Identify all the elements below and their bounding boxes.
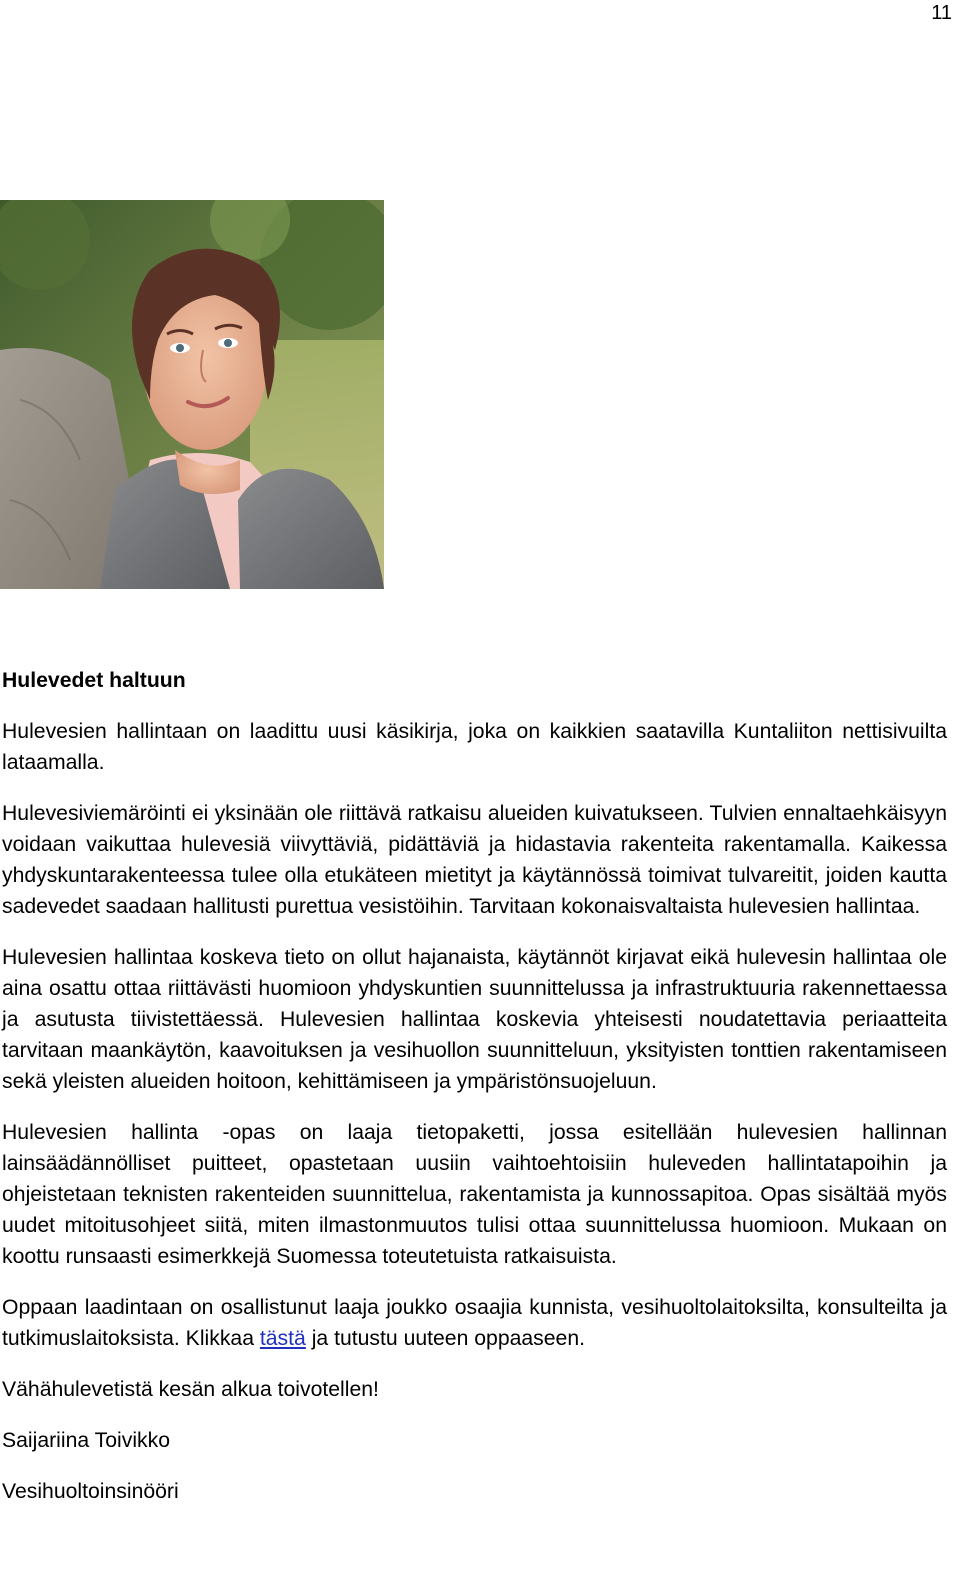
contributors-text-end: ja tutustu uuteen oppaaseen. [305, 1327, 586, 1350]
paragraph-drainage: Hulevesiviemäröinti ei yksinään ole riittävä ratkaisu alueiden kuivatukseen. Tulvien ennaltaehkäisyyn voidaan vaikuttaa hulevesiä viivyttäviä, pidättäviä ja hidastavia rakenteita rakentamalla. Kaikessa yhdyskuntarakenteessa tulee olla etukäteen mietityt ja käytännössä toimivat tulvareitit, joiden kautta sadevedet saadaan hallitusti purettua vesistöihin. Tarvitaan kokonaisvaltaista hulevesien hallintaa. [2, 802, 947, 918]
article-title: Hulevedet haltuun [2, 669, 186, 692]
paragraph-contributors [2, 1292, 947, 1354]
contributors-text: Oppaan laadintaan on osallistunut laaja joukko osaajia kunnista, vesihuoltolaitoksilta, konsulteilta ja tutkimuslaitoksista. Klikkaa [2, 1296, 947, 1350]
article-body [2, 665, 947, 1527]
intro-paragraph: Hulevesien hallintaan on laadittu uusi käsikirja, joka on kaikkien saatavilla Kuntaliiton nettisivuilta lataamalla. [2, 720, 947, 774]
page-number: 11 [931, 2, 952, 24]
paragraph-management-info: Hulevesien hallintaa koskeva tieto on ollut hajanaista, käytännöt kirjavat eikä hulevesin hallintaa ole aina osattu ottaa riittävästi huomioon yhdyskuntien suunnittelussa ja infrastruktuuria rakennettaessa ja asutusta tiivistettäessä. Hulevesien hallintaa koskevia yhteisesti noudatettavia periaatteita tarvitaan maankäytön, kaavoituksen ja vesihuollon suunnitteluun, yksityisten tonttien rakentamiseen sekä yleisten alueiden hoitoon, kehittämiseen ja ympäristönsuojeluun. [2, 946, 947, 1093]
author-portrait-photo [0, 200, 384, 589]
author-title: Vesihuoltoinsinööri [2, 1480, 179, 1503]
closing-greeting: Vähähulevetistä kesän alkua toivotellen! [2, 1378, 379, 1401]
author-name: Saijariina Toivikko [2, 1429, 171, 1452]
guide-link[interactable]: tästä [259, 1327, 306, 1350]
paragraph-guide-description: Hulevesien hallinta -opas on laaja tietopaketti, jossa esitellään hulevesien hallinnan lainsäädännölliset puitteet, opastetaan uusiin vaihtoehtoisiin huleveden hallintatapoihin ja ohjeistetaan teknisten rakenteiden suunnittelua, rakentamista ja kunnossapitoa. Opas sisältää myös uudet mitoitusohjeet siitä, miten ilmastonmuutos tulisi ottaa suunnittelussa huomioon. Mukaan on koottu runsaasti esimerkkejä Suomessa toteutetuista ratkaisuista. [2, 1121, 947, 1268]
